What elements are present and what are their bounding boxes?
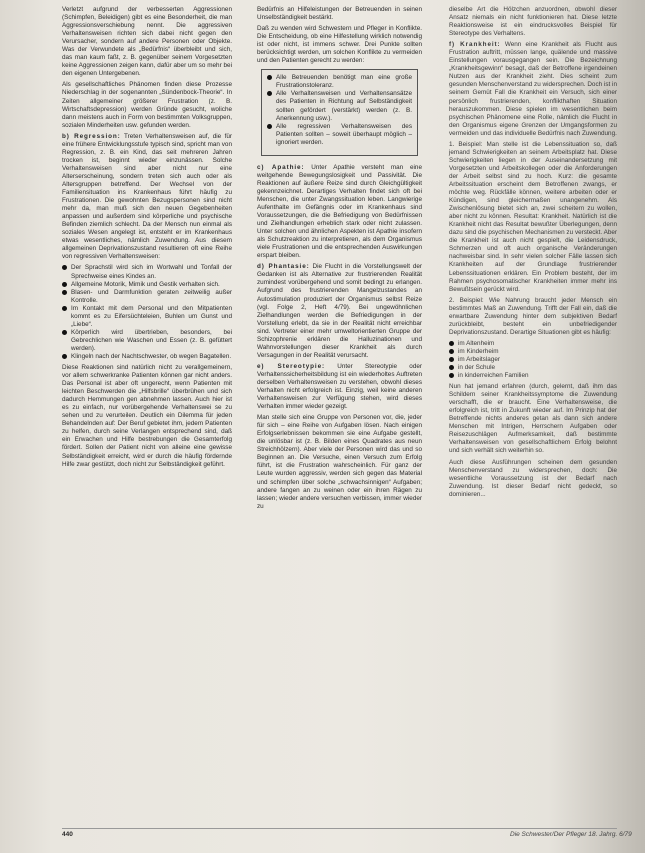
page-number: 440 — [62, 831, 73, 838]
text-column-1 — [62, 6, 232, 472]
bullet-icon — [449, 341, 454, 346]
section-text: Treten Verhaltensweisen auf, die für eine frühere Entwicklungsstufe typisch sind, spricht man von Regression, z. B. ein Kind, das seit mehreren Jahren trocken ist, beginnt wieder einzunässen. Solche Verhaltensweisen sind aber nicht nur eine Alterserscheinung, sondern treten sich auch oder als Altersgruppen betreffend. Der Wechsel von der Familiensituation ins Krankenhaus führt häufig zu Frustrationen. Die gewohnten Bezugspersonen sind nicht mehr da, man muß sich den neuen Gegebenheiten anpassen und außerdem sind körperliche und psychische Befinden ziemlich schlecht. Da der Mensch nun einmal als soziales Wesen angelegt ist, entsteht er im Krankenhaus etwas wesentliches, nämlich Zuwendung. Aus diesem allgemeinen Deprivationszustand resultieren oft eine Reihe von regressiven Verhaltensweisen: — [62, 132, 232, 261]
bullet-icon — [449, 349, 454, 354]
bullet-icon — [62, 354, 67, 359]
paragraph: f) Krankheit: Wenn eine Krankheit als Flucht aus Frustration auftritt, müssen lange, quälende und massive Einstellungen vorausgegangen sein. Die Bezeichnung „Krankheitsgewinn“ besagt, daß der Betroffene irgendeinen Nutzen aus der Krankheit zieht. Dies scheint zum gesunden Menschenverstand zu widersprechen. Doch ist in seinem Gemüt Fall die Krankheit ein Versuch, sich einer persönlich frustrierenden, konflikthaften Situation herauszukommen. Diese spielen im wesentlichen beim psychischen Phänomene eine Rolle, nämlich die Flucht in den Organismus eigene Grenzen der Umgangsformen zu vermeiden und das individuelle Bedürfnis nach Zuwendung. — [449, 41, 617, 137]
list-item: Alle regressiven Verhaltensweisen des Patienten sollten – soweit überhaupt möglich – ignoriert werden. — [267, 123, 412, 147]
square-bullet-icon — [267, 75, 272, 80]
list-item: Blasen- und Darmfunktion geraten zeitweilig außer Kontrolle. — [62, 289, 232, 305]
list-item: im Arbeitslager — [449, 356, 617, 364]
list-item: Allgemeine Motorik, Mimik und Gestik verhalten sich. — [62, 281, 232, 289]
square-bullet-icon — [267, 91, 272, 96]
footer-divider — [62, 828, 617, 829]
bullet-icon — [62, 265, 67, 270]
paragraph: Auch diese Ausführungen scheinen dem gesunden Menschenverstand zu widersprechen, doch: Die wesentliche Voraussetzung ist der Bedarf nach Zuwendung. Ist dieser Bedarf nicht gedeckt, so dominieren... — [449, 458, 617, 498]
list-item: Der Sprachstil wird sich im Wortwahl und Tonfall der Sprechweise eines Kindes an. — [62, 264, 232, 280]
bullet-icon — [62, 306, 67, 311]
paragraph: Verletzt aufgrund der verbesserten Aggressionen (Schimpfen, Beleidigen) gibt es eine Besonderheit, die man Aggressionsverschiebung nennt. Die aggressiven Verhaltensweisen richten sich dabei nicht gegen den Verursacher, sondern auf andere Personen oder Objekte. Was der Verwundete als „Bedürfnis“ überbleibt und sich, das man kaum faßt, z. B. gegenüber seinem Vorgesetzten keine Aggressionen zeigen kann, dafür aber um so mehr bei den eigenen Untergebenen. — [62, 6, 232, 78]
bullet-icon — [449, 365, 454, 370]
highlight-box — [261, 69, 418, 155]
box-list — [267, 74, 412, 146]
paragraph: Daß zu wenden wird Schwestern und Pfleger in Konflikte. Die Entscheidung, ob eine Hilfestellung wirklich notwendig ist oder nicht, ist immens schwer. Drei Punkte sollten berücksichtigt werden, um solchen Konflikte zu vermeiden und den Patienten gerecht zu werden: — [257, 25, 422, 65]
paragraph: c) Apathie: Unter Apathie versteht man eine weitgehende Bewegungslosigkeit und Passivität. Die Reaktionen auf äußere Reize sind durch Gleichgültigkeit gekennzeichnet. Derartiges Verhalten findet sich oft bei Menschen, die unter Zwangssituation leben. Langwierige Aufenthalte im Gefängnis oder im Krankenhaus sind Voraussetzungen, die die Befriedigung von Bedürfnissen und Zielhandlungen erheblich stark oder nicht zulassen. Unter solchen und ähnlichen Aspekten ist Apathie insofern als Schutzreaktion zu interpretieren, als dem Organismus viele Frustrationen und die entsprechenden Auswirkungen erspart bleiben. — [257, 163, 422, 260]
section-heading-phantasie: d) Phantasie: — [257, 263, 310, 271]
paragraph — [62, 133, 232, 262]
section-heading-regression: b) Regression: — [62, 132, 121, 140]
list-item: in der Schule — [449, 364, 617, 372]
section-heading-stereotypie: e) Stereotypie: — [257, 362, 326, 370]
paragraph: dieselbe Art die Hölzchen anzuordnen, obwohl dieser Ansatz niemals ein nicht funktionieren hat. Diese letzte Reaktionsweise ist ein eindrucksvolles Beispiel für Stereotype des Verhaltens. — [449, 6, 617, 38]
paragraph: Nun hat jemand erfahren (durch, gelernt, daß ihm das Schildern seiner Krankheitssymptome die Zuwendung verschafft, die er braucht. Eine Verhaltensweise, die erfolgreich ist, tritt in Zukunft wieder auf. Im Prinzip hat der Betreffende nichts anderes getan als dann sich andere Menschen mit Intrigen, Herrschern Aufgaben oder Reisezuschlägen Aufmerksamkeit, daß bestimmte Verhaltensweisen von gesellschaftlichem Erfolg belohnt und sich verhält sich weiterhin so. — [449, 383, 617, 455]
list-item: in kinderreichen Familien — [449, 372, 617, 380]
paragraph: 2. Beispiel: Wie Nahrung braucht jeder Mensch ein bestimmtes Maß an Zuwendung. Trifft der Fall ein, daß die erwartbare Zuwendung hinter dem subjektiven Bedarf zurückbleibt, besteht ein unbefriedigender Deprivationszustand. Derartige Situationen gibt es häufig: — [449, 296, 617, 336]
paragraph: Bedürfnis an Hilfeleistungen der Betreuenden in seinen Unselbständigkeit bestärkt. — [257, 6, 422, 22]
list-item: Alle Betreuenden benötigt man eine große Frustrationstoleranz. — [267, 74, 412, 90]
paragraph: e) Stereotypie: Unter Stereotypie oder Verhaltenssicherheitsbildung ist ein wiederholtes Auftreten derselben Verhaltensweisen zu verstehen, obwohl dieses Verhalten nicht erfolgreich ist. Einzig, weil keine anderen Verhaltensweisen zur Verfügung stehen, wird dieses Verhalten immer wieder gezeigt. — [257, 362, 422, 411]
paragraph: Diese Reaktionen sind natürlich nicht zu verallgemeinern, vor allem schwerkranke Patienten können gar nicht anders. Das Personal ist aber oft ungerecht, wenn Patienten mit leichten Beschwerden die „Hilfsbrille“ überbrühen und sich dadurch Hemmungen gen abnehmen lassen. Auch hier ist es zu einfach, nur vorübergehende Verhaltenswei se zu sehen und zu verurteilen. Deutlich ein Dilemma für jeden Behandelnden auf: Der Beruf gebietet ihm, jedem Patienten zu helfen, durch seine Verlangen entsprechend sind, daß ein Erwachen und Hilfe bestrebungen die Gesamterfolg fördert. Sollen der Patient nicht von alleine eine gewisse Selbständigkeit erreicht, wird er durch die häufig fördernde Hilfe zwar gestützt, doch nicht zur Selbständigkeit geführt. — [62, 364, 232, 468]
list-item: Körperlich wird übertrieben, besonders, bei Gebrechlichen wie Waschen und Essen (z. B. gefüttert werden). — [62, 329, 232, 353]
list-item: im Kinderheim — [449, 348, 617, 356]
section-heading-apathie: c) Apathie: — [257, 163, 305, 171]
text-column-2 — [257, 6, 422, 514]
regression-list — [62, 264, 232, 361]
paragraph: 1. Beispiel: Man stelle ist die Lebenssituation so, daß jemand Schwierigkeiten an seinem Arbeitsplatz hat. Diese Schwierigkeiten liegen in der Auseinandersetzung mit Vorgesetzten und Arbeitskollegen oder die Anforderungen der Arbeit selbst sind zu hoch. Kurz: die gesamte Arbeitssituation erscheint dem Betroffenen zwangs, er möchte weg. Rückfälle können, weitere arbeiten oder er Kündigen, sind gleichermaßen unangenehm. Als Zwischenlösung bietet sich an, zwei scheitern zu wollen, aber nicht zu können. Resultat: Krankheit. Natürlich ist die Krankheit nicht das Resultat bewußter Überlegungen, denn dazu sind die psychischen Mechanismen zu versteckt. Aber die Krankheit ist auch nicht gespielt, die Leidensdruck, Schmerzen und oft auch organische Veränderungen nachweisbar sind. In sehr vielen solcher Fälle lassen sich Krankheiten auf der Grundlage frustrierender Lebenssituationen erklären. Ein Problem besteht, der im Rahmen psychosomatischer Krankheiten immer mehr ins Bewußtsein gerückt wird. — [449, 140, 617, 293]
paragraph: Als gesellschaftliches Phänomen finden diese Prozesse Niederschlag in der sogenannten „Sündenbock-Theorie“. In Zeiten allgemeiner größerer Frustration (z. B. Wirtschaftsdepression) werden Gründe gesucht, woliche dann meistens auch in Form von bestimmten Volksgruppen, sozialen Minderheiten usw. gefunden werden. — [62, 81, 232, 129]
paragraph: Man stelle sich eine Gruppe von Personen vor, die, jeder für sich – eine Reihe von Aufgaben lösen. Nach einigen Erfolgserlebnissen bekommen sie eine Aufgabe gestellt, die unlösbar ist (z. B. Bilden eines Quadrates aus neun Streichhölzern). Aber viele der Personen wird das und so Beginnen an. Die Versuche, einen Versuch zum Erfolg führt, ist die Frustration wahrscheinlich. Für ganz der Leute wurden aggressiv, werden sich gegen das Material und schimpfen über solche „schwachsinnigen“ Aufgaben; andere fangen an zu weinen oder ein ihren Rägen zu lassen; wieder andere versuchen verbissen, immer wieder zu — [257, 414, 422, 510]
section-heading-krankheit: f) Krankheit: — [449, 41, 501, 49]
bullet-icon — [62, 330, 67, 335]
list-item: Im Kontakt mit dem Personal und den Mitpatienten kommt es zu Eifersüchteleien, Buhlen um Gunst und „Liebe“. — [62, 305, 232, 329]
bullet-icon — [449, 373, 454, 378]
bullet-icon — [62, 290, 67, 295]
list-item: Alle Verhaltensweisen und Verhaltensansätze des Patienten in Richtung auf Selbständigkeit sollten gefördert (verstärkt) werden (z. B. Anerkennung usw.). — [267, 90, 412, 122]
text-column-3 — [449, 6, 617, 502]
paragraph: d) Phantasie: Die Flucht in die Vorstellungswelt der Gedanken ist als Alternative zur frustrierenden Realität zumindest vorübergehend und somit bedingt zu erlangen. Aufgrund des frustrierenden Mangelzustandes an Autostimulation produziert der Organismus selbst Reize (vgl. Folge 2, Heft 4/79). Bei ungewöhnlichen Zielhandlungen werden die Befriedigungen in der Vorstellung erlebt, da sie in der Realität nicht erreichbar sind. Vertreter einer mehr umweltorientierten Gruppe der Schizophrenie erklären die Halluzinationen und Wahnvorstellungen dieser Krankheit als durch Versagungen in der Realität verursacht. — [257, 263, 423, 359]
bullet-icon — [62, 282, 67, 287]
journal-reference: Die Schwester/Der Pfleger 18. Jahrg. 6/79 — [510, 831, 632, 838]
settings-list — [449, 340, 617, 380]
list-item: Klingeln nach der Nachtschwester, ob wegen Bagatellen. — [62, 353, 232, 361]
list-item: im Altenheim — [449, 340, 617, 348]
square-bullet-icon — [267, 124, 272, 129]
bullet-icon — [449, 357, 454, 362]
